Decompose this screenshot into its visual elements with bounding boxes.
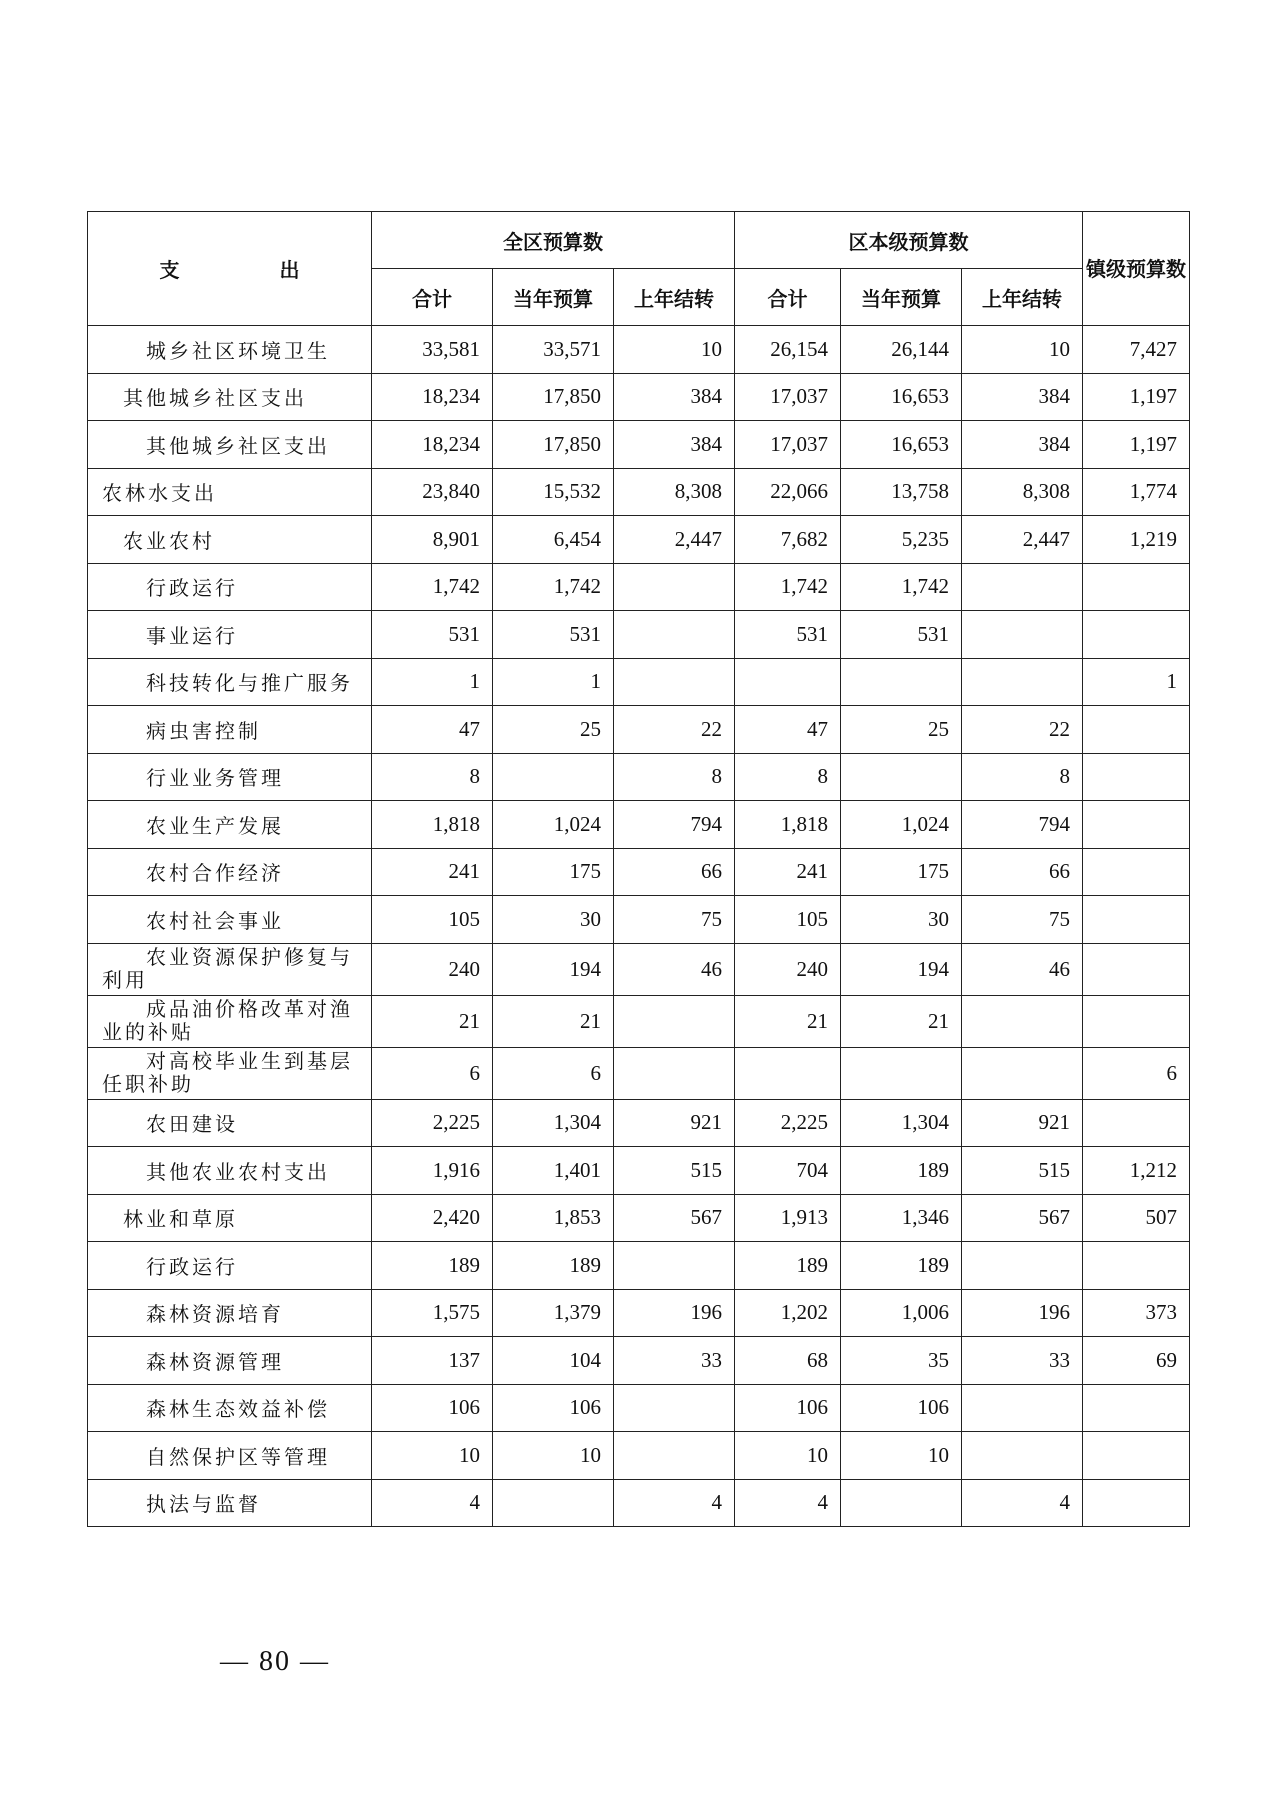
cell-district-current: 531 bbox=[841, 611, 962, 659]
cell-district-carry bbox=[962, 1047, 1083, 1099]
cell-all-current: 17,850 bbox=[493, 373, 614, 421]
cell-all-current: 17,850 bbox=[493, 421, 614, 469]
cell-district-current: 189 bbox=[841, 1147, 962, 1195]
cell-all-current: 531 bbox=[493, 611, 614, 659]
cell-all-current: 106 bbox=[493, 1384, 614, 1432]
cell-all-carry bbox=[614, 611, 735, 659]
cell-district-carry: 384 bbox=[962, 373, 1083, 421]
cell-district-total: 47 bbox=[735, 706, 841, 754]
row-name: 对高校毕业生到基层任职补助 bbox=[88, 1047, 372, 1099]
row-name: 行政运行 bbox=[88, 1242, 372, 1290]
row-name: 森林生态效益补偿 bbox=[88, 1384, 372, 1432]
cell-district-carry: 384 bbox=[962, 421, 1083, 469]
row-name: 成品油价格改革对渔业的补贴 bbox=[88, 995, 372, 1047]
cell-all-total: 1 bbox=[372, 658, 493, 706]
table-row bbox=[88, 326, 1190, 374]
cell-district-current: 1,742 bbox=[841, 563, 962, 611]
table-row bbox=[88, 658, 1190, 706]
cell-all-carry: 2,447 bbox=[614, 516, 735, 564]
table-row bbox=[88, 611, 1190, 659]
cell-district-carry: 10 bbox=[962, 326, 1083, 374]
cell-all-current bbox=[493, 1479, 614, 1527]
cell-all-total: 241 bbox=[372, 848, 493, 896]
cell-all-current: 15,532 bbox=[493, 468, 614, 516]
cell-district-carry: 33 bbox=[962, 1337, 1083, 1385]
cell-district-carry: 66 bbox=[962, 848, 1083, 896]
header-all-carry: 上年结转 bbox=[614, 269, 735, 326]
cell-district-total: 7,682 bbox=[735, 516, 841, 564]
cell-district-total: 704 bbox=[735, 1147, 841, 1195]
budget-table bbox=[87, 211, 1190, 1527]
cell-all-total: 105 bbox=[372, 896, 493, 944]
cell-all-carry bbox=[614, 563, 735, 611]
cell-all-current: 1,853 bbox=[493, 1194, 614, 1242]
cell-town: 1,774 bbox=[1083, 468, 1190, 516]
cell-district-total: 26,154 bbox=[735, 326, 841, 374]
header-district-total: 合计 bbox=[735, 269, 841, 326]
cell-district-total: 68 bbox=[735, 1337, 841, 1385]
cell-town bbox=[1083, 995, 1190, 1047]
cell-all-total: 8 bbox=[372, 753, 493, 801]
cell-district-carry: 8 bbox=[962, 753, 1083, 801]
table-row bbox=[88, 848, 1190, 896]
cell-all-total: 1,916 bbox=[372, 1147, 493, 1195]
cell-all-total: 106 bbox=[372, 1384, 493, 1432]
cell-all-total: 2,225 bbox=[372, 1099, 493, 1147]
cell-district-current: 1,304 bbox=[841, 1099, 962, 1147]
table-row bbox=[88, 801, 1190, 849]
row-name: 林业和草原 bbox=[88, 1194, 372, 1242]
row-name: 其他城乡社区支出 bbox=[88, 373, 372, 421]
cell-all-carry: 66 bbox=[614, 848, 735, 896]
table-body bbox=[88, 326, 1190, 1527]
cell-town bbox=[1083, 753, 1190, 801]
cell-district-total: 8 bbox=[735, 753, 841, 801]
cell-district-current: 1,346 bbox=[841, 1194, 962, 1242]
cell-all-current: 33,571 bbox=[493, 326, 614, 374]
cell-town bbox=[1083, 1242, 1190, 1290]
cell-district-total: 1,818 bbox=[735, 801, 841, 849]
cell-town: 69 bbox=[1083, 1337, 1190, 1385]
cell-district-carry bbox=[962, 611, 1083, 659]
table-row bbox=[88, 563, 1190, 611]
cell-all-current: 1,742 bbox=[493, 563, 614, 611]
cell-all-total: 18,234 bbox=[372, 373, 493, 421]
cell-district-current bbox=[841, 658, 962, 706]
row-name: 自然保护区等管理 bbox=[88, 1432, 372, 1480]
cell-all-total: 189 bbox=[372, 1242, 493, 1290]
cell-town: 1,212 bbox=[1083, 1147, 1190, 1195]
cell-district-current: 5,235 bbox=[841, 516, 962, 564]
row-name: 农业农村 bbox=[88, 516, 372, 564]
cell-all-current: 104 bbox=[493, 1337, 614, 1385]
cell-district-current: 26,144 bbox=[841, 326, 962, 374]
cell-all-total: 8,901 bbox=[372, 516, 493, 564]
cell-all-total: 6 bbox=[372, 1047, 493, 1099]
cell-district-carry bbox=[962, 563, 1083, 611]
cell-town bbox=[1083, 563, 1190, 611]
table-row bbox=[88, 1099, 1190, 1147]
table-row bbox=[88, 943, 1190, 995]
cell-all-carry: 8,308 bbox=[614, 468, 735, 516]
cell-district-carry: 4 bbox=[962, 1479, 1083, 1527]
cell-all-current: 10 bbox=[493, 1432, 614, 1480]
cell-all-total: 33,581 bbox=[372, 326, 493, 374]
cell-all-carry: 22 bbox=[614, 706, 735, 754]
cell-all-carry bbox=[614, 1432, 735, 1480]
cell-district-current: 16,653 bbox=[841, 421, 962, 469]
cell-district-carry bbox=[962, 1384, 1083, 1432]
cell-town bbox=[1083, 706, 1190, 754]
cell-all-total: 1,742 bbox=[372, 563, 493, 611]
cell-all-carry: 794 bbox=[614, 801, 735, 849]
row-name: 农田建设 bbox=[88, 1099, 372, 1147]
header-group-district: 区本级预算数 bbox=[735, 212, 1083, 269]
cell-all-total: 18,234 bbox=[372, 421, 493, 469]
table-row bbox=[88, 1147, 1190, 1195]
cell-district-current: 10 bbox=[841, 1432, 962, 1480]
cell-town bbox=[1083, 1099, 1190, 1147]
row-name: 农林水支出 bbox=[88, 468, 372, 516]
cell-all-current bbox=[493, 753, 614, 801]
cell-all-carry bbox=[614, 658, 735, 706]
cell-district-total: 1,913 bbox=[735, 1194, 841, 1242]
cell-district-current bbox=[841, 1047, 962, 1099]
cell-district-total: 10 bbox=[735, 1432, 841, 1480]
row-name: 科技转化与推广服务 bbox=[88, 658, 372, 706]
row-name: 行业业务管理 bbox=[88, 753, 372, 801]
table-row bbox=[88, 706, 1190, 754]
cell-district-current: 16,653 bbox=[841, 373, 962, 421]
cell-all-total: 21 bbox=[372, 995, 493, 1047]
cell-all-current: 194 bbox=[493, 943, 614, 995]
cell-district-current: 25 bbox=[841, 706, 962, 754]
cell-all-current: 189 bbox=[493, 1242, 614, 1290]
cell-all-carry: 75 bbox=[614, 896, 735, 944]
cell-all-total: 137 bbox=[372, 1337, 493, 1385]
cell-district-carry: 8,308 bbox=[962, 468, 1083, 516]
cell-district-current: 194 bbox=[841, 943, 962, 995]
cell-all-carry: 33 bbox=[614, 1337, 735, 1385]
row-name: 农业资源保护修复与利用 bbox=[88, 943, 372, 995]
cell-district-carry: 2,447 bbox=[962, 516, 1083, 564]
cell-town: 6 bbox=[1083, 1047, 1190, 1099]
cell-all-total: 23,840 bbox=[372, 468, 493, 516]
cell-district-carry: 22 bbox=[962, 706, 1083, 754]
cell-all-total: 47 bbox=[372, 706, 493, 754]
table-row bbox=[88, 753, 1190, 801]
cell-district-current: 35 bbox=[841, 1337, 962, 1385]
cell-all-carry: 567 bbox=[614, 1194, 735, 1242]
cell-all-carry: 4 bbox=[614, 1479, 735, 1527]
cell-all-current: 25 bbox=[493, 706, 614, 754]
table-row bbox=[88, 1047, 1190, 1099]
cell-district-carry bbox=[962, 1432, 1083, 1480]
cell-all-current: 6 bbox=[493, 1047, 614, 1099]
cell-all-total: 4 bbox=[372, 1479, 493, 1527]
cell-all-total: 531 bbox=[372, 611, 493, 659]
row-name: 农业生产发展 bbox=[88, 801, 372, 849]
cell-district-carry bbox=[962, 995, 1083, 1047]
table-row bbox=[88, 1242, 1190, 1290]
cell-district-current: 13,758 bbox=[841, 468, 962, 516]
header-district-carry: 上年结转 bbox=[962, 269, 1083, 326]
cell-district-current: 21 bbox=[841, 995, 962, 1047]
cell-all-carry bbox=[614, 995, 735, 1047]
cell-district-carry: 794 bbox=[962, 801, 1083, 849]
cell-town: 1,197 bbox=[1083, 421, 1190, 469]
row-name: 病虫害控制 bbox=[88, 706, 372, 754]
cell-town bbox=[1083, 896, 1190, 944]
table-row bbox=[88, 1194, 1190, 1242]
cell-district-current: 106 bbox=[841, 1384, 962, 1432]
cell-all-current: 175 bbox=[493, 848, 614, 896]
cell-town bbox=[1083, 848, 1190, 896]
table-header bbox=[88, 212, 1190, 326]
cell-district-current: 30 bbox=[841, 896, 962, 944]
table-row bbox=[88, 421, 1190, 469]
cell-all-carry: 8 bbox=[614, 753, 735, 801]
cell-town bbox=[1083, 1479, 1190, 1527]
cell-all-current: 6,454 bbox=[493, 516, 614, 564]
cell-all-total: 1,818 bbox=[372, 801, 493, 849]
cell-town: 1,197 bbox=[1083, 373, 1190, 421]
cell-all-total: 240 bbox=[372, 943, 493, 995]
row-name: 事业运行 bbox=[88, 611, 372, 659]
cell-all-carry: 384 bbox=[614, 373, 735, 421]
cell-district-carry: 196 bbox=[962, 1289, 1083, 1337]
cell-district-current: 1,024 bbox=[841, 801, 962, 849]
cell-district-carry: 567 bbox=[962, 1194, 1083, 1242]
row-name: 城乡社区环境卫生 bbox=[88, 326, 372, 374]
cell-town bbox=[1083, 1432, 1190, 1480]
cell-all-current: 30 bbox=[493, 896, 614, 944]
table-row bbox=[88, 468, 1190, 516]
table-row bbox=[88, 1384, 1190, 1432]
cell-all-total: 1,575 bbox=[372, 1289, 493, 1337]
cell-district-current: 189 bbox=[841, 1242, 962, 1290]
cell-district-carry: 46 bbox=[962, 943, 1083, 995]
cell-town: 507 bbox=[1083, 1194, 1190, 1242]
cell-all-carry: 921 bbox=[614, 1099, 735, 1147]
cell-town: 1,219 bbox=[1083, 516, 1190, 564]
cell-district-carry bbox=[962, 1242, 1083, 1290]
cell-district-total bbox=[735, 658, 841, 706]
cell-town: 7,427 bbox=[1083, 326, 1190, 374]
cell-district-total: 2,225 bbox=[735, 1099, 841, 1147]
cell-district-total: 21 bbox=[735, 995, 841, 1047]
table-row bbox=[88, 516, 1190, 564]
cell-all-carry: 46 bbox=[614, 943, 735, 995]
cell-district-total: 241 bbox=[735, 848, 841, 896]
table-row bbox=[88, 995, 1190, 1047]
cell-district-current bbox=[841, 753, 962, 801]
cell-all-carry: 10 bbox=[614, 326, 735, 374]
table-row bbox=[88, 1432, 1190, 1480]
row-name: 森林资源管理 bbox=[88, 1337, 372, 1385]
cell-district-current: 175 bbox=[841, 848, 962, 896]
cell-district-current bbox=[841, 1479, 962, 1527]
cell-all-current: 1,024 bbox=[493, 801, 614, 849]
cell-district-total: 17,037 bbox=[735, 421, 841, 469]
cell-all-current: 1,304 bbox=[493, 1099, 614, 1147]
cell-all-carry bbox=[614, 1047, 735, 1099]
cell-all-carry bbox=[614, 1242, 735, 1290]
cell-town bbox=[1083, 1384, 1190, 1432]
page-number: — 80 — bbox=[220, 1646, 330, 1677]
header-town: 镇级预算数 bbox=[1083, 212, 1190, 326]
row-name: 其他城乡社区支出 bbox=[88, 421, 372, 469]
table-row bbox=[88, 373, 1190, 421]
cell-district-total: 106 bbox=[735, 1384, 841, 1432]
cell-all-current: 1,379 bbox=[493, 1289, 614, 1337]
header-expenditure: 支 出 bbox=[88, 212, 372, 326]
row-name: 其他农业农村支出 bbox=[88, 1147, 372, 1195]
row-name: 执法与监督 bbox=[88, 1479, 372, 1527]
table-row bbox=[88, 896, 1190, 944]
cell-town: 373 bbox=[1083, 1289, 1190, 1337]
cell-town bbox=[1083, 611, 1190, 659]
cell-district-carry: 921 bbox=[962, 1099, 1083, 1147]
cell-district-total: 105 bbox=[735, 896, 841, 944]
cell-district-total: 1,742 bbox=[735, 563, 841, 611]
cell-district-total bbox=[735, 1047, 841, 1099]
cell-district-current: 1,006 bbox=[841, 1289, 962, 1337]
row-name: 农村合作经济 bbox=[88, 848, 372, 896]
table-row bbox=[88, 1479, 1190, 1527]
row-name: 森林资源培育 bbox=[88, 1289, 372, 1337]
row-name: 行政运行 bbox=[88, 563, 372, 611]
table-row bbox=[88, 1289, 1190, 1337]
cell-all-current: 21 bbox=[493, 995, 614, 1047]
cell-all-carry bbox=[614, 1384, 735, 1432]
cell-district-total: 22,066 bbox=[735, 468, 841, 516]
cell-town bbox=[1083, 943, 1190, 995]
cell-district-carry: 515 bbox=[962, 1147, 1083, 1195]
cell-district-total: 17,037 bbox=[735, 373, 841, 421]
cell-town bbox=[1083, 801, 1190, 849]
header-group-all: 全区预算数 bbox=[372, 212, 735, 269]
table-row bbox=[88, 1337, 1190, 1385]
header-district-current: 当年预算 bbox=[841, 269, 962, 326]
cell-all-total: 10 bbox=[372, 1432, 493, 1480]
cell-all-current: 1,401 bbox=[493, 1147, 614, 1195]
cell-all-carry: 384 bbox=[614, 421, 735, 469]
cell-district-total: 1,202 bbox=[735, 1289, 841, 1337]
cell-all-current: 1 bbox=[493, 658, 614, 706]
cell-town: 1 bbox=[1083, 658, 1190, 706]
cell-district-carry: 75 bbox=[962, 896, 1083, 944]
header-all-current: 当年预算 bbox=[493, 269, 614, 326]
cell-district-carry bbox=[962, 658, 1083, 706]
cell-all-carry: 515 bbox=[614, 1147, 735, 1195]
cell-all-carry: 196 bbox=[614, 1289, 735, 1337]
cell-district-total: 189 bbox=[735, 1242, 841, 1290]
row-name: 农村社会事业 bbox=[88, 896, 372, 944]
header-all-total: 合计 bbox=[372, 269, 493, 326]
cell-district-total: 4 bbox=[735, 1479, 841, 1527]
cell-district-total: 240 bbox=[735, 943, 841, 995]
cell-all-total: 2,420 bbox=[372, 1194, 493, 1242]
cell-district-total: 531 bbox=[735, 611, 841, 659]
